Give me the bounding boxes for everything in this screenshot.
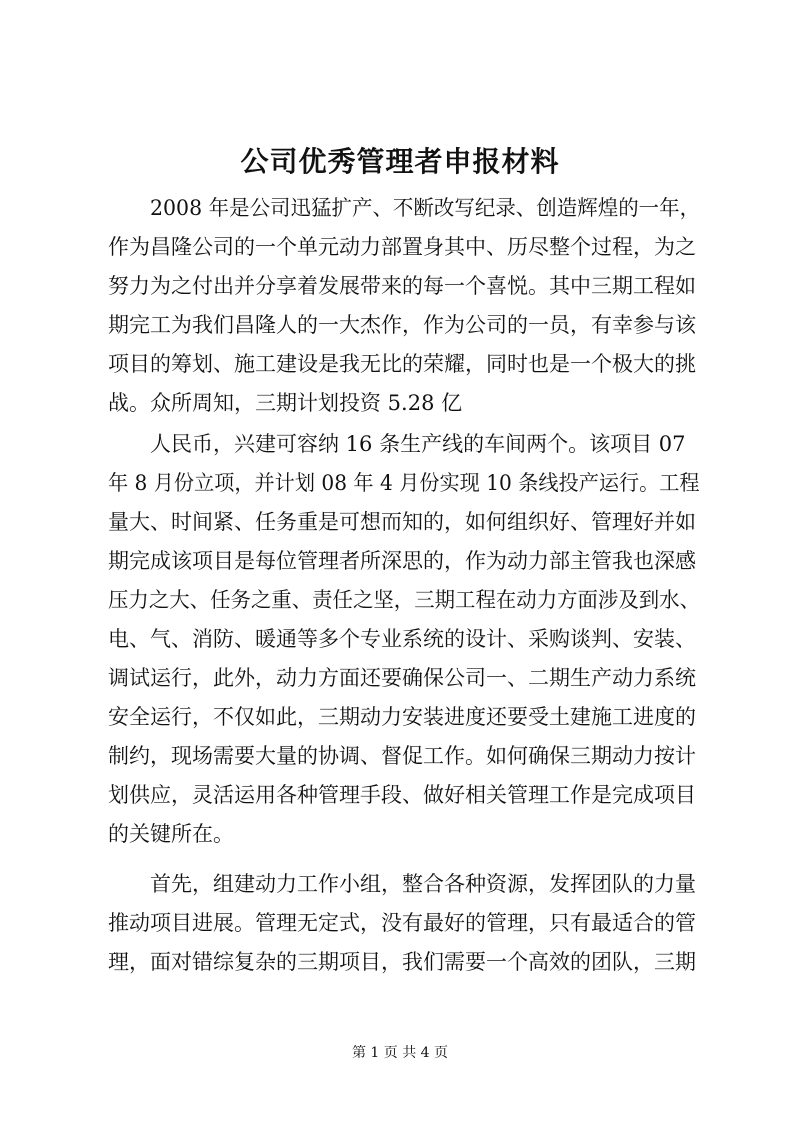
paragraph-line: 电、气、消防、暖通等多个专业系统的设计、采购谈判、安装、 xyxy=(108,627,696,651)
paragraph-line: 项目的筹划、施工建设是我无比的荣耀，同时也是一个极大的挑 xyxy=(108,352,696,376)
paragraph-line: 年 8 月份立项，并计划 08 年 4 月份实现 10 条线投产运行。工程 xyxy=(108,471,700,495)
paragraph-line: 调试运行，此外，动力方面还要确保公司一、二期生产动力系统 xyxy=(108,666,696,690)
paragraph-line: 期完成该项目是每位管理者所深思的，作为动力部主管我也深感 xyxy=(108,549,696,573)
paragraph-line: 安全运行，不仅如此，三期动力安装进度还要受土建施工进度的 xyxy=(108,705,696,729)
paragraph-line: 2008 年是公司迅猛扩产、不断改写纪录、创造辉煌的一年， xyxy=(150,196,701,220)
paragraph-line: 制约，现场需要大量的协调、督促工作。如何确保三期动力按计 xyxy=(108,744,696,768)
paragraph-line: 首先，组建动力工作小组，整合各种资源，发挥团队的力量 xyxy=(150,872,696,896)
paragraph-line: 努力为之付出并分享着发展带来的每一个喜悦。其中三期工程如 xyxy=(108,274,696,298)
paragraph-line: 期完工为我们昌隆人的一大杰作，作为公司的一员，有幸参与该 xyxy=(108,313,696,337)
document-title: 公司优秀管理者申报材料 xyxy=(240,145,560,178)
paragraph-line: 的关键所在。 xyxy=(108,822,234,846)
paragraph-line: 作为昌隆公司的一个单元动力部置身其中、历尽整个过程，为之 xyxy=(108,235,696,259)
paragraph-line: 人民币，兴建可容纳 16 条生产线的车间两个。该项目 07 xyxy=(150,432,686,456)
paragraph-line: 战。众所周知，三期计划投资 5.28 亿 xyxy=(108,391,463,415)
paragraph-line: 划供应，灵活运用各种管理手段、做好相关管理工作是完成项目 xyxy=(108,783,696,807)
paragraph-line: 量大、时间紧、任务重是可想而知的，如何组织好、管理好并如 xyxy=(108,510,696,534)
paragraph-line: 理，面对错综复杂的三期项目，我们需要一个高效的团队，三期 xyxy=(108,950,696,974)
paragraph-line: 推动项目进展。管理无定式，没有最好的管理，只有最适合的管 xyxy=(108,911,696,935)
paragraph-line: 压力之大、任务之重、责任之坚，三期工程在动力方面涉及到水、 xyxy=(108,588,700,612)
page-footer: 第 1 页 共 4 页 xyxy=(351,1045,449,1061)
